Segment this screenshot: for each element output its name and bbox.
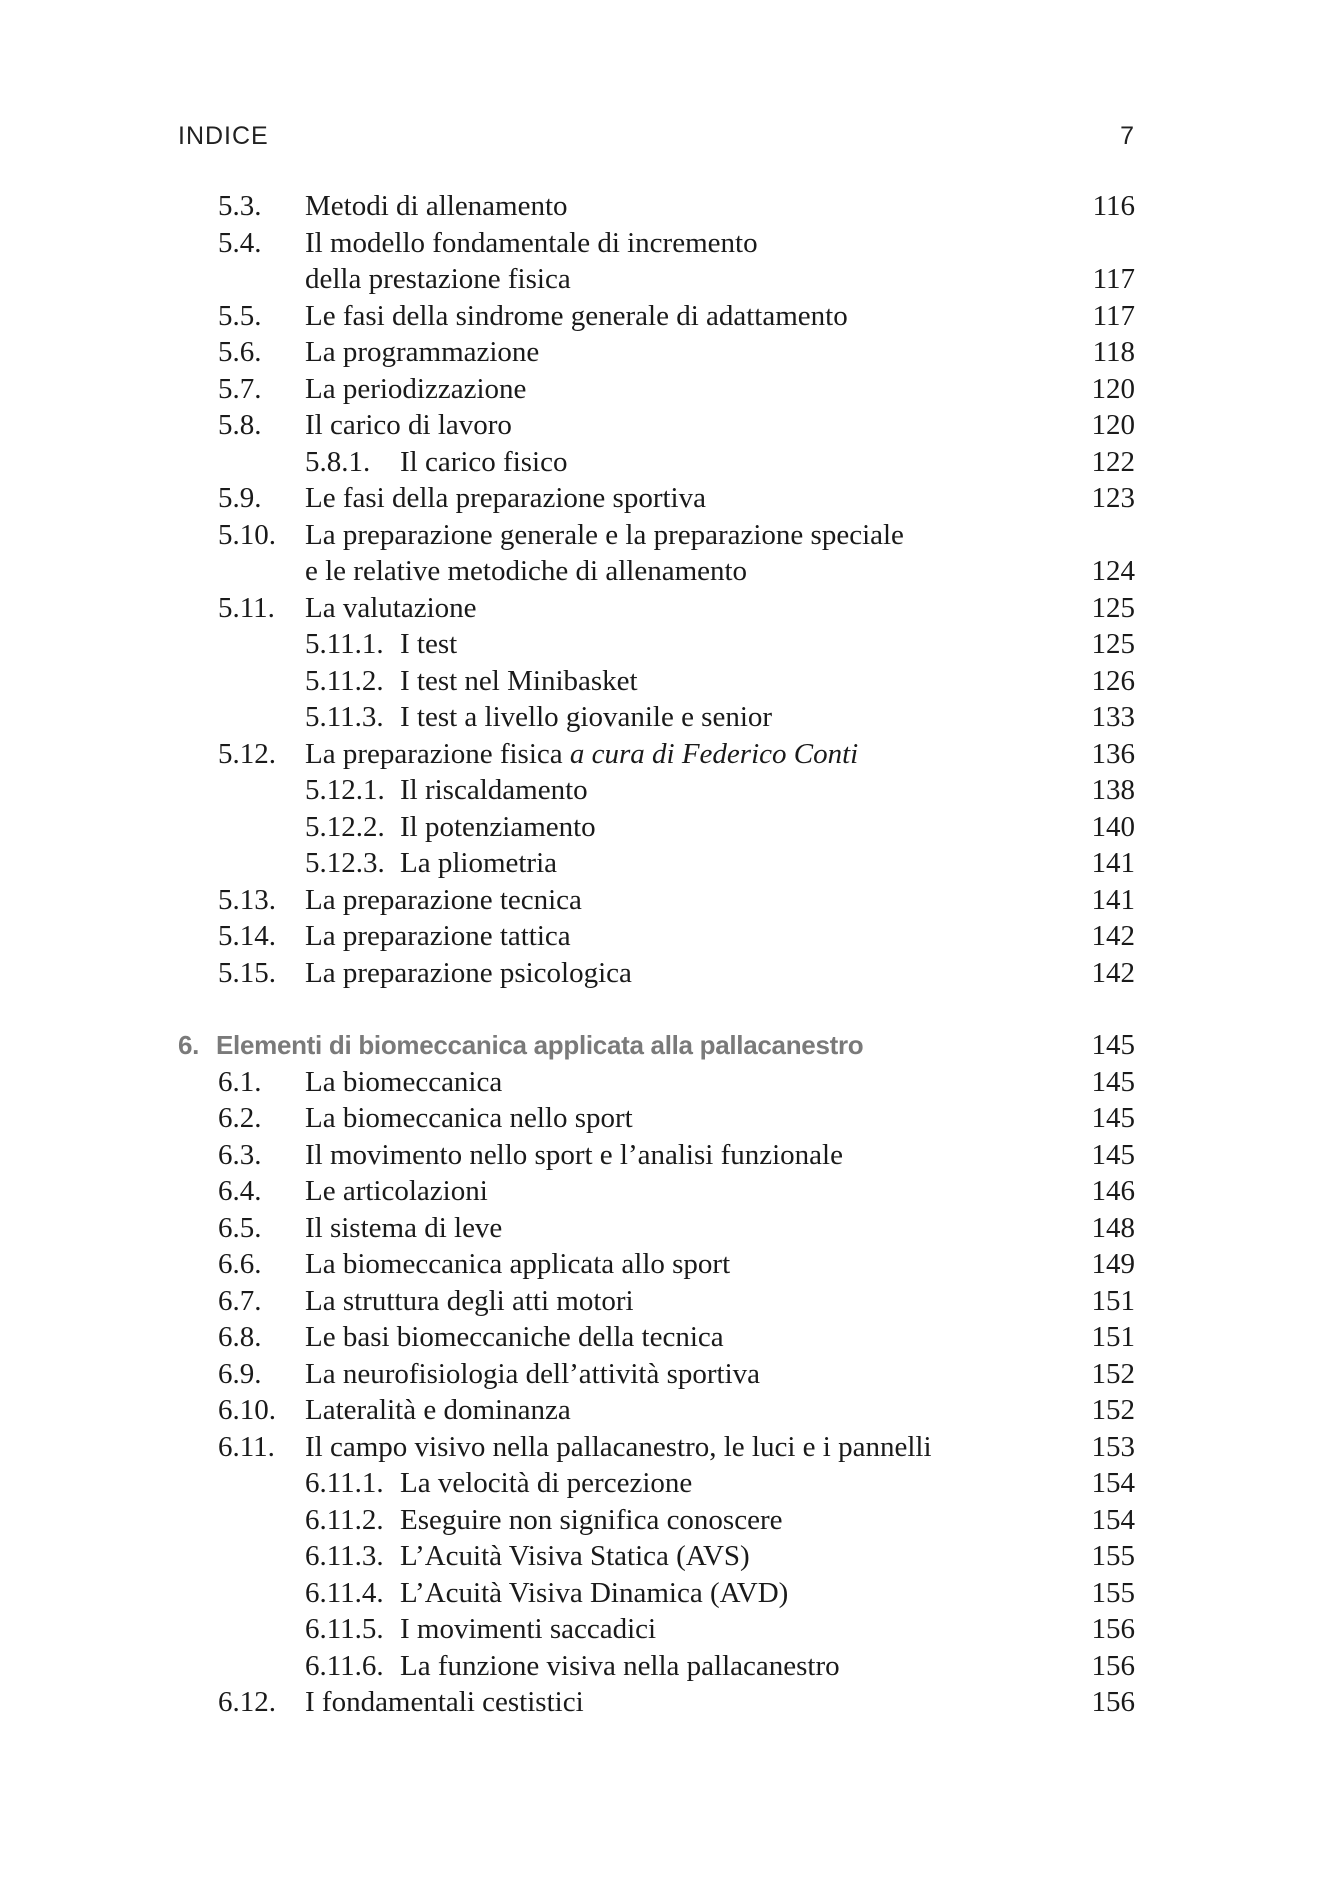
toc-entry-title-wrap: [400, 1648, 840, 1685]
toc-entry-number: 6.4.: [218, 1175, 262, 1207]
toc-entry: [178, 1100, 1135, 1137]
toc-entry-title-wrap: [305, 736, 858, 773]
toc-entry-number: 5.14.: [218, 920, 276, 952]
toc-entry-title: La preparazione tattica: [305, 920, 571, 952]
toc-entry: [178, 1648, 1135, 1685]
toc-entry-page-number: 133: [1091, 701, 1135, 733]
toc-entry-title-wrap: [305, 1064, 502, 1101]
toc-entry-title-wrap: [400, 809, 596, 846]
toc-entry-title-wrap: [400, 1611, 656, 1648]
toc-entry-title: Il campo visivo nella pallacanestro, le luci e i pannelli: [305, 1430, 932, 1463]
toc-entry-page-number: 142: [1091, 956, 1135, 989]
toc-entry-title-wrap: [400, 699, 772, 736]
toc-entry-number: 5.13.: [218, 883, 276, 916]
toc-entry-title: Le articolazioni: [305, 1175, 488, 1207]
toc-entry-page-number: 142: [1091, 920, 1135, 952]
toc-entry-title-wrap: [400, 1575, 788, 1612]
toc-entry-page-number: 155: [1091, 1576, 1135, 1609]
toc-entry-number: 5.15.: [218, 956, 276, 989]
toc-entry: [178, 1611, 1135, 1648]
toc-entry: [178, 1137, 1135, 1174]
toc-entry-title-wrap: [305, 553, 747, 590]
toc-entry-number: 6.10.: [218, 1394, 276, 1426]
toc-entry-page-number: 141: [1091, 847, 1135, 879]
toc-entry-page-number: 155: [1091, 1540, 1135, 1572]
toc-entry-title-wrap: [305, 1283, 634, 1320]
toc-entry-number: 6.3.: [218, 1138, 262, 1171]
toc-entry-title-wrap: [400, 1502, 783, 1539]
toc-entry-number: 5.8.1.: [305, 445, 371, 478]
toc-entry-title: I test nel Minibasket: [400, 664, 638, 697]
toc-entry-title: La programmazione: [305, 336, 540, 368]
toc-entry-number: 6.: [178, 1030, 200, 1060]
toc-entry-title: Metodi di allenamento: [305, 190, 568, 222]
toc-entry-page-number: 120: [1091, 409, 1135, 441]
toc-entry-number: 5.12.: [218, 737, 276, 770]
toc-entry-number: 6.9.: [218, 1357, 262, 1390]
toc-entry-credit: a cura di Federico Conti: [569, 737, 859, 770]
toc-entry-title-wrap: [305, 261, 571, 298]
toc-entry-title: La neurofisiologia dell’attività sportiva: [305, 1357, 761, 1390]
toc-entry-number: 6.11.3.: [305, 1540, 384, 1572]
toc-entry-title-wrap: [305, 955, 632, 992]
toc-entry: [178, 444, 1135, 481]
toc-entry-number: 6.1.: [218, 1065, 262, 1098]
toc-entry-title-wrap: [400, 772, 588, 809]
toc-entry-title-wrap: [305, 1319, 724, 1356]
toc-entry-number: 6.11.5.: [305, 1613, 384, 1645]
toc-entry-page-number: 145: [1091, 1138, 1135, 1171]
toc-entry-title-wrap: [305, 517, 904, 554]
toc-entry-title: I movimenti saccadici: [400, 1613, 657, 1645]
toc-entry-number: 6.12.: [218, 1686, 276, 1718]
toc-entry: [178, 1465, 1135, 1502]
toc-entry: [178, 1173, 1135, 1210]
toc-entry-page-number: 116: [1092, 190, 1135, 222]
toc-entry-title-wrap: [400, 845, 557, 882]
toc-entry-title-wrap: [305, 1137, 843, 1174]
toc-entry-page-number: 117: [1092, 299, 1135, 332]
toc-entry-page-number: 145: [1091, 1102, 1135, 1134]
toc-entry: [178, 590, 1135, 627]
toc-entry-number: 5.12.2.: [305, 810, 385, 843]
toc-entry: [178, 1210, 1135, 1247]
toc-entry-page-number: 120: [1091, 372, 1135, 405]
toc-entry: [178, 1356, 1135, 1393]
toc-entry-page-number: 151: [1091, 1284, 1135, 1317]
toc-entry-number: 5.11.: [218, 591, 275, 624]
toc-entry: [178, 772, 1135, 809]
toc-entry-title: La biomeccanica applicata allo sport: [305, 1248, 731, 1280]
toc-entry-title: La preparazione fisica: [305, 737, 563, 770]
toc-entry-page-number: 141: [1091, 883, 1135, 916]
toc-entry-title-wrap: [305, 298, 848, 335]
toc-entry-page-number: 140: [1091, 810, 1135, 843]
toc-entry-title: La periodizzazione: [305, 372, 527, 405]
toc-entry: [178, 553, 1135, 590]
toc-entry-number: 5.11.1.: [305, 628, 384, 660]
toc-entry-number: 5.5.: [218, 299, 262, 332]
toc-entry-number: 6.11.2.: [305, 1503, 384, 1536]
toc-entry-number: 6.11.1.: [305, 1467, 384, 1499]
toc-entry-title-wrap: [305, 225, 758, 262]
toc-entry-title: La preparazione tecnica: [305, 883, 582, 916]
toc-entry: [178, 1538, 1135, 1575]
toc-entry-page-number: 156: [1091, 1613, 1135, 1645]
toc-entry-title: La pliometria: [400, 847, 558, 879]
toc-entry: [178, 663, 1135, 700]
toc-entry: [178, 1064, 1135, 1101]
toc-chapter-entry: [178, 1027, 1135, 1064]
toc-entry-title: La preparazione generale e la preparazione speciale: [305, 518, 904, 551]
toc-entry: [178, 699, 1135, 736]
toc-entry-page-number: 153: [1091, 1430, 1135, 1463]
toc-entry-title: Il carico di lavoro: [305, 409, 512, 441]
table-of-contents: [178, 188, 1135, 1721]
toc-entry-title: della prestazione fisica: [305, 263, 571, 295]
toc-entry-number: 5.12.3.: [305, 847, 385, 879]
toc-entry-title-wrap: [400, 444, 567, 481]
toc-entry-page-number: 152: [1091, 1394, 1135, 1426]
toc-entry: [178, 1684, 1135, 1721]
toc-entry-page-number: 152: [1091, 1357, 1135, 1390]
toc-entry: [178, 1575, 1135, 1612]
toc-entry-number: 5.6.: [218, 336, 262, 368]
toc-entry-page-number: 124: [1091, 555, 1135, 587]
toc-entry: [178, 736, 1135, 773]
toc-entry-title: Lateralità e dominanza: [305, 1394, 571, 1426]
toc-entry-number: 5.10.: [218, 518, 276, 551]
toc-entry: [178, 334, 1135, 371]
toc-entry-page-number: 125: [1091, 628, 1135, 660]
toc-entry: [178, 1502, 1135, 1539]
toc-entry-title: La preparazione psicologica: [305, 956, 632, 989]
toc-entry-number: 5.3.: [218, 190, 262, 222]
toc-entry-title-wrap: [305, 1429, 932, 1466]
toc-entry-title: L’Acuità Visiva Dinamica (AVD): [400, 1576, 789, 1609]
toc-entry: [178, 298, 1135, 335]
toc-entry: [178, 918, 1135, 955]
toc-entry-number: 6.2.: [218, 1102, 262, 1134]
toc-entry-title: La struttura degli atti motori: [305, 1284, 634, 1317]
toc-entry-title: Le fasi della sindrome generale di adattamento: [305, 299, 848, 332]
toc-entry-page-number: 117: [1092, 263, 1135, 295]
running-head-title: INDICE: [178, 122, 269, 150]
toc-entry-title: La biomeccanica nello sport: [305, 1102, 633, 1134]
toc-entry-title-wrap: [305, 590, 477, 627]
toc-entry-page-number: 154: [1091, 1467, 1135, 1499]
toc-entry-title-wrap: [216, 1027, 863, 1064]
toc-entry-title: L’Acuità Visiva Statica (AVS): [400, 1540, 750, 1572]
toc-entry-title-wrap: [305, 1356, 760, 1393]
toc-entry: [178, 371, 1135, 408]
toc-entry-title-wrap: [305, 1173, 488, 1210]
toc-entry-title: I test a livello giovanile e senior: [400, 701, 773, 733]
toc-entry: [178, 188, 1135, 225]
toc-entry-title-wrap: [400, 1538, 750, 1575]
toc-entry-number: 6.11.6.: [305, 1649, 384, 1682]
toc-entry-page-number: 146: [1091, 1175, 1135, 1207]
toc-entry-title: La biomeccanica: [305, 1065, 503, 1098]
toc-entry-number: 5.8.: [218, 409, 262, 441]
toc-entry-page-number: 138: [1091, 774, 1135, 806]
toc-entry-title-wrap: [305, 480, 706, 517]
toc-entry-title: Le fasi della preparazione sportiva: [305, 482, 706, 514]
toc-entry-page-number: 156: [1091, 1686, 1135, 1718]
toc-entry-title-wrap: [305, 1392, 571, 1429]
toc-entry-title-wrap: [305, 918, 571, 955]
running-head-page-number: 7: [1120, 122, 1135, 150]
toc-entry-number: 6.11.: [218, 1430, 275, 1463]
toc-entry-page-number: 122: [1091, 445, 1135, 478]
toc-entry-page-number: 148: [1091, 1211, 1135, 1244]
toc-entry: [178, 1283, 1135, 1320]
toc-entry-title: Il movimento nello sport e l’analisi funzionale: [305, 1138, 843, 1171]
toc-entry-title: Elementi di biomeccanica applicata alla pallacanestro: [216, 1030, 864, 1060]
toc-entry: [178, 1319, 1135, 1356]
toc-entry: [178, 1429, 1135, 1466]
toc-entry-title-wrap: [305, 334, 539, 371]
toc-entry-title: La valutazione: [305, 591, 477, 624]
toc-entry-title: Le basi biomeccaniche della tecnica: [305, 1321, 724, 1353]
toc-entry-number: 5.4.: [218, 226, 262, 259]
toc-entry: [178, 845, 1135, 882]
toc-entry-title: Il potenziamento: [400, 810, 596, 843]
toc-entry: [178, 407, 1135, 444]
toc-entry-title: Il sistema di leve: [305, 1211, 503, 1244]
toc-entry-title: Eseguire non significa conoscere: [400, 1503, 783, 1536]
toc-entry-title: e le relative metodiche di allenamento: [305, 555, 748, 587]
toc-entry-number: 5.11.2.: [305, 664, 384, 697]
toc-entry-title: La funzione visiva nella pallacanestro: [400, 1649, 840, 1682]
toc-entry-page-number: 118: [1092, 336, 1135, 368]
toc-entry-title-wrap: [305, 407, 512, 444]
toc-entry-title-wrap: [305, 188, 568, 225]
toc-entry-title: I fondamentali cestistici: [305, 1686, 584, 1718]
toc-entry-title: Il riscaldamento: [400, 774, 588, 806]
toc-entry: [178, 261, 1135, 298]
toc-entry-title-wrap: [305, 371, 526, 408]
toc-entry-title: La velocità di percezione: [400, 1467, 693, 1499]
toc-entry-title: Il carico fisico: [400, 445, 568, 478]
toc-entry-number: 5.7.: [218, 372, 262, 405]
toc-entry-page-number: 136: [1091, 737, 1135, 770]
toc-entry-number: 5.11.3.: [305, 701, 384, 733]
toc-entry-page-number: 145: [1091, 1065, 1135, 1098]
toc-entry-page-number: 123: [1091, 482, 1135, 514]
toc-entry-title: Il modello fondamentale di incremento: [305, 226, 758, 259]
toc-entry-number: 6.8.: [218, 1321, 262, 1353]
toc-entry-number: 5.9.: [218, 482, 262, 514]
toc-entry-title-wrap: [400, 626, 457, 663]
toc-entry: [178, 809, 1135, 846]
toc-entry-title-wrap: [305, 1210, 502, 1247]
toc-entry-page-number: 154: [1091, 1503, 1135, 1536]
toc-entry-title-wrap: [305, 882, 582, 919]
running-head: [178, 122, 1135, 151]
toc-entry-number: 6.7.: [218, 1284, 262, 1317]
toc-entry-title-wrap: [400, 663, 638, 700]
toc-entry-page-number: 125: [1091, 591, 1135, 624]
toc-entry-title-wrap: [400, 1465, 692, 1502]
toc-entry-title: I test: [400, 628, 458, 660]
toc-entry-title-wrap: [305, 1684, 584, 1721]
toc-entry: [178, 225, 1135, 262]
toc-entry-number: 5.12.1.: [305, 774, 385, 806]
toc-entry-title-wrap: [305, 1246, 730, 1283]
toc-entry-number: 6.6.: [218, 1248, 262, 1280]
toc-entry: [178, 882, 1135, 919]
toc-entry-page-number: 145: [1091, 1029, 1135, 1061]
toc-entry-page-number: 156: [1091, 1649, 1135, 1682]
toc-entry: [178, 1392, 1135, 1429]
toc-entry: [178, 517, 1135, 554]
toc-entry: [178, 480, 1135, 517]
toc-entry-number: 6.5.: [218, 1211, 262, 1244]
toc-entry-page-number: 149: [1091, 1248, 1135, 1280]
toc-entry-number: 6.11.4.: [305, 1576, 384, 1609]
toc-entry: [178, 1246, 1135, 1283]
toc-entry: [178, 955, 1135, 992]
toc-entry-page-number: 126: [1091, 664, 1135, 697]
toc-entry: [178, 626, 1135, 663]
toc-entry-page-number: 151: [1091, 1321, 1135, 1353]
toc-entry-title-wrap: [305, 1100, 633, 1137]
